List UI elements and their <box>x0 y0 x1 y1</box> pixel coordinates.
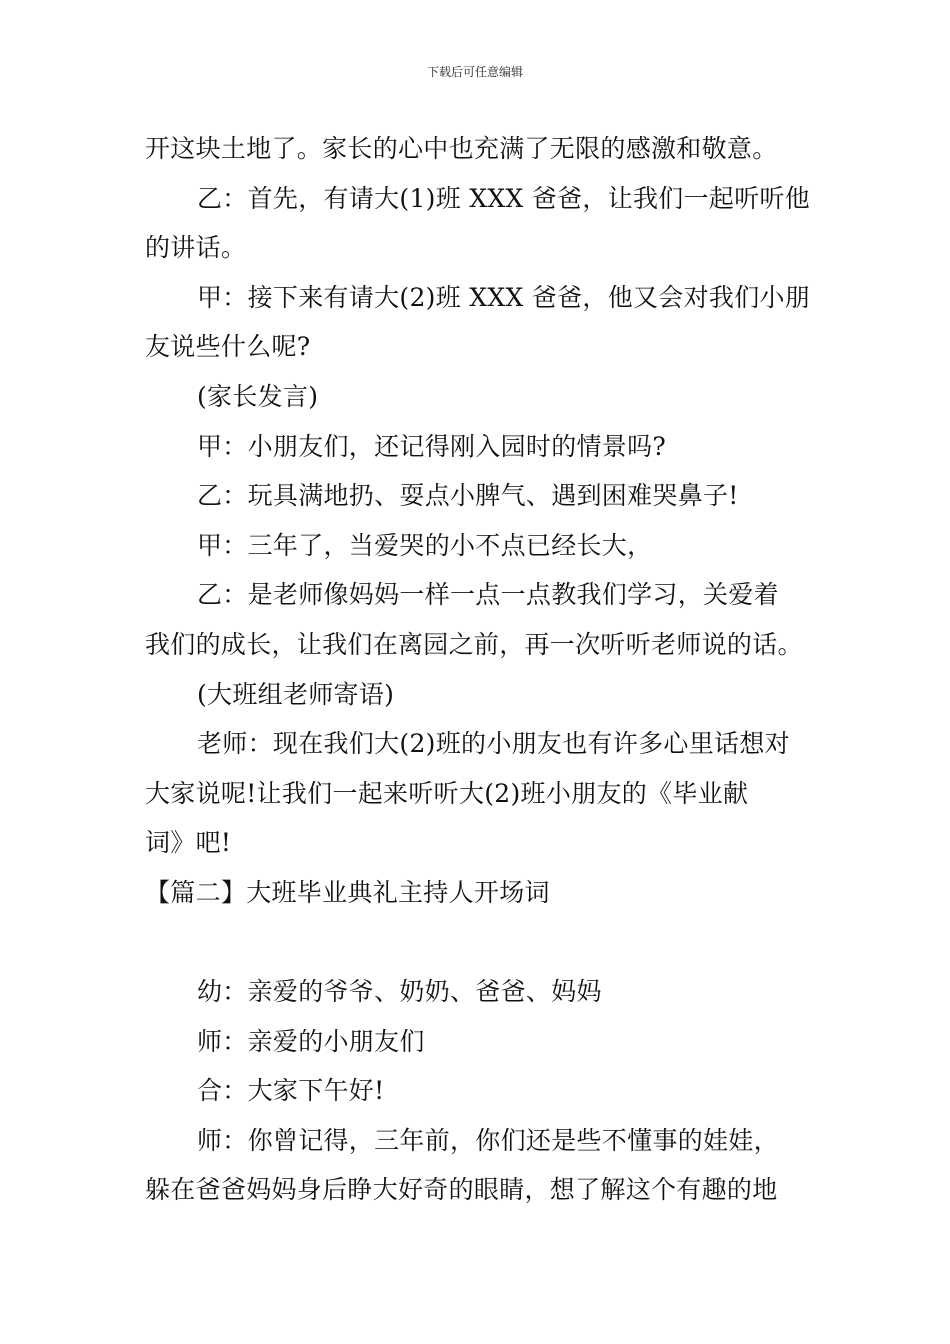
stage-direction: (家长发言) <box>197 381 319 411</box>
dialogue-line: 甲：小朋友们，还记得刚入园时的情景吗? <box>197 431 667 461</box>
blank-line <box>145 918 810 968</box>
dialogue-line: 师：亲爱的小朋友们 <box>197 1026 425 1056</box>
dialogue-line: 甲：接下来有请大(2)班 XXX 爸爸，他又会对我们小朋 <box>197 282 811 312</box>
dialogue-line: 合：大家下午好! <box>197 1076 385 1106</box>
dialogue-line: 乙：首先，有请大(1)班 XXX 爸爸，让我们一起听听他 <box>197 183 811 213</box>
text-line: 我们的成长，让我们在离园之前，再一次听听老师说的话。 <box>145 629 803 659</box>
text-line: 词》吧! <box>145 828 232 858</box>
dialogue-line: 甲：三年了，当爱哭的小不点已经长大， <box>197 530 653 560</box>
document-body <box>145 124 810 1215</box>
text-line: 躲在爸爸妈妈身后睁大好奇的眼睛，想了解这个有趣的地 <box>145 1175 778 1205</box>
stage-direction: (大班组老师寄语) <box>197 679 395 709</box>
text-line: 开这块土地了。家长的心中也充满了无限的感激和敬意。 <box>145 134 778 163</box>
text-line: 的讲话。 <box>145 233 247 263</box>
text-line: 大家说呢!让我们一起来听听大(2)班小朋友的《毕业献 <box>145 778 749 808</box>
page-header-note: 下载后可任意编辑 <box>426 65 523 79</box>
dialogue-line: 老师：现在我们大(2)班的小朋友也有许多心里话想对 <box>197 729 790 759</box>
dialogue-line: 乙：玩具满地扔、耍点小脾气、遇到困难哭鼻子! <box>197 481 739 511</box>
dialogue-line: 乙：是老师像妈妈一样一点一点教我们学习，关爱着 <box>197 580 779 610</box>
dialogue-line: 师：你曾记得，三年前，你们还是些不懂事的娃娃， <box>197 1125 779 1155</box>
section-heading: 【篇二】大班毕业典礼主持人开场词 <box>145 877 550 907</box>
text-line: 友说些什么呢? <box>145 332 311 362</box>
dialogue-line: 幼：亲爱的爷爷、奶奶、爸爸、妈妈 <box>197 977 602 1007</box>
